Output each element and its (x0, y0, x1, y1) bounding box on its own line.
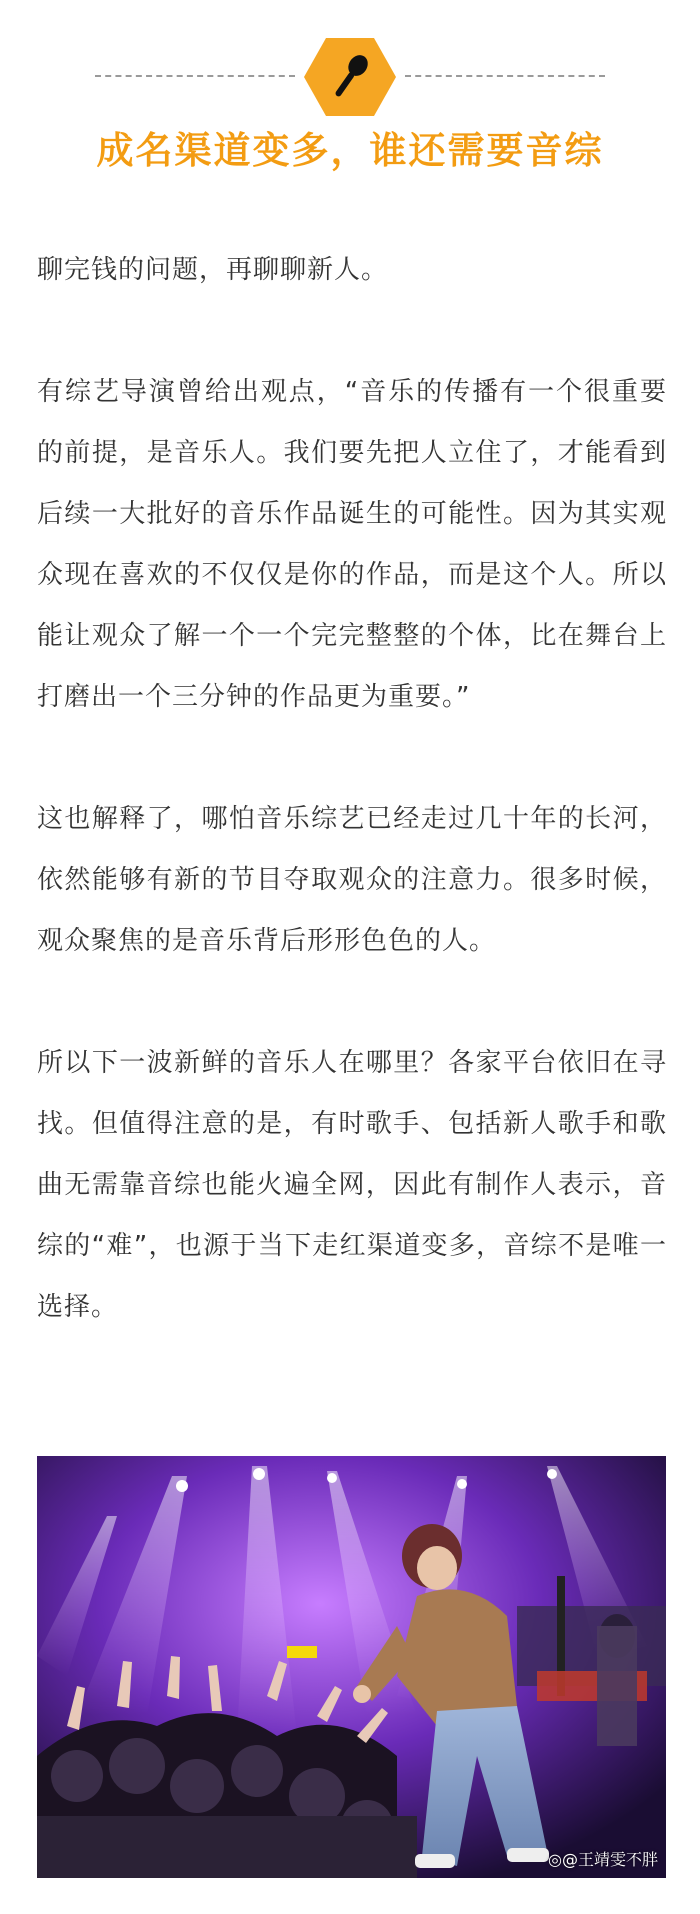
article-body (37, 240, 667, 1399)
concert-photo (37, 1456, 666, 1878)
photo-watermark (548, 1847, 658, 1870)
weibo-icon: ◎ (548, 1850, 562, 1869)
paragraph: 聊完钱的问题，再聊聊新人。 (37, 255, 389, 285)
divider-right (405, 75, 605, 77)
section-header (0, 0, 700, 190)
divider-left (95, 75, 295, 77)
concert-illustration (37, 1456, 666, 1878)
watermark-text: @王靖雯不胖 (561, 1850, 658, 1869)
section-title: 成名渠道变多，谁还需要音综 (96, 129, 604, 172)
paragraph: 所以下一波新鲜的音乐人在哪里？各家平台依旧在寻找。但值得注意的是，有时歌手、包括新人歌手和歌曲无需靠音综也能火遍全网，因此有制作人表示，音综的“难”，也源于当下走红渠道变多，音综不是唯一选择。 (37, 1048, 667, 1322)
paragraph: 这也解释了，哪怕音乐综艺已经走过几十年的长河，依然能够有新的节目夺取观众的注意力。很多时候，观众聚焦的是音乐背后形形色色的人。 (37, 804, 667, 956)
paragraph: 有综艺导演曾给出观点，“音乐的传播有一个很重要的前提，是音乐人。我们要先把人立住了，才能看到后续一大批好的音乐作品诞生的可能性。因为其实观众现在喜欢的不仅仅是你的作品，而是这个人。所以能让观众了解一个一个完完整整的个体，比在舞台上打磨出一个三分钟的作品更为重要。” (37, 377, 667, 712)
microphone-icon (302, 36, 398, 118)
